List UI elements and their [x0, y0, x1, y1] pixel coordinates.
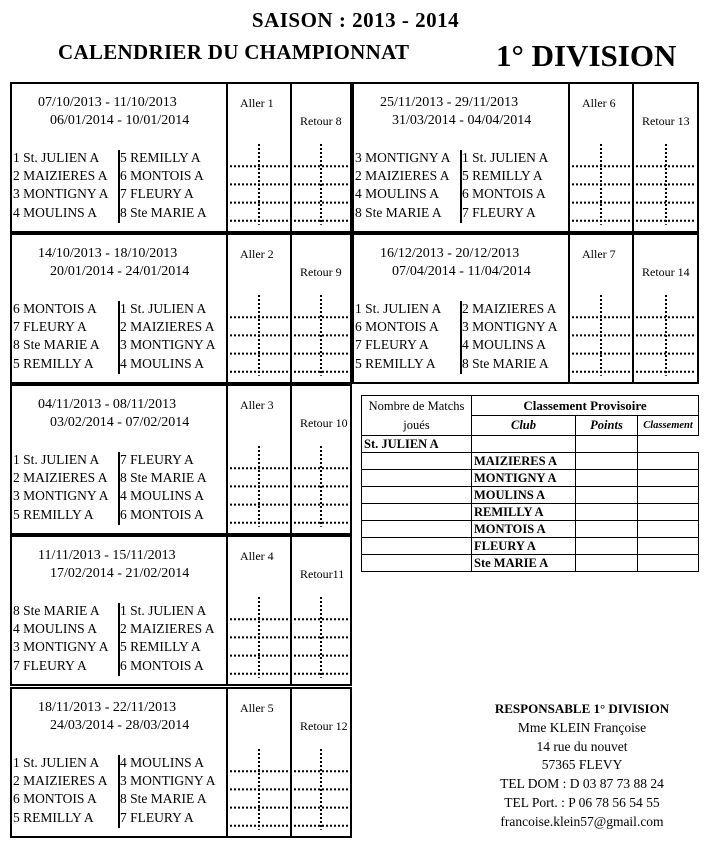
date-aller: 25/11/2013 - 29/11/2013	[380, 95, 519, 110]
score-grid	[230, 295, 288, 376]
home-team: 8 Ste MARIE A	[355, 204, 442, 220]
date-retour: 06/01/2014 - 10/01/2014	[50, 113, 190, 128]
retour-label: Retour 14	[642, 265, 690, 279]
points-cell	[576, 470, 638, 487]
aller-label: Aller 6	[582, 96, 616, 110]
away-team: 3 MONTIGNY A	[120, 773, 216, 789]
date-retour: 07/04/2014 - 11/04/2014	[392, 264, 531, 279]
away-team: 2 MAIZIERES A	[462, 301, 557, 316]
classement-cell	[576, 436, 638, 453]
separator	[290, 84, 292, 231]
score-grid	[294, 597, 348, 678]
date-retour: 17/02/2014 - 21/02/2014	[50, 566, 190, 581]
club-name: FLEURY A	[472, 538, 576, 555]
matchs-cell	[362, 504, 472, 521]
responsable-tel-port: TEL Port. : P 06 78 56 54 55	[504, 794, 660, 810]
separator	[226, 689, 228, 836]
away-team: 7 FLEURY A	[120, 452, 194, 467]
score-grid	[636, 144, 695, 225]
points-cell	[576, 538, 638, 555]
retour-label: Retour11	[300, 567, 345, 581]
home-team: 5 REMILLY A	[13, 355, 94, 371]
points-cell	[576, 521, 638, 538]
matchs-cell	[362, 521, 472, 538]
away-team: 7 FLEURY A	[120, 186, 194, 202]
separator	[568, 235, 570, 382]
classement-cell	[638, 453, 699, 470]
responsable-city: 57365 FLEVY	[541, 757, 623, 773]
round-block	[10, 233, 352, 384]
season-title: SAISON : 2013 - 2014	[251, 8, 460, 32]
retour-label: Retour 9	[300, 265, 342, 279]
classement-header: Classement	[638, 416, 699, 436]
score-grid	[230, 446, 288, 527]
away-team: 5 REMILLY A	[120, 150, 201, 165]
date-aller: 18/11/2013 - 22/11/2013	[38, 700, 177, 715]
home-team: 8 Ste MARIE A	[13, 337, 100, 353]
responsable-name: Mme KLEIN Françoise	[517, 719, 647, 735]
away-team: 4 MOULINS A	[120, 488, 205, 504]
aller-label: Aller 4	[240, 549, 274, 563]
retour-label: Retour 10	[300, 416, 348, 430]
home-team: 3 MONTIGNY A	[355, 150, 451, 165]
matchs-cell	[362, 487, 472, 504]
home-team: 5 REMILLY A	[355, 355, 436, 371]
separator	[568, 84, 570, 231]
separator	[290, 235, 292, 382]
away-team: 2 MAIZIERES A	[120, 319, 215, 335]
classement-cell	[638, 487, 699, 504]
home-team: 6 MONTOIS A	[355, 319, 439, 335]
away-team: 7 FLEURY A	[120, 809, 194, 825]
away-team: 3 MONTIGNY A	[120, 337, 216, 353]
aller-label: Aller 2	[240, 247, 274, 261]
round-block	[10, 384, 352, 535]
retour-label: Retour 13	[642, 114, 690, 128]
home-team: 3 MONTIGNY A	[13, 639, 109, 655]
home-team: 7 FLEURY A	[355, 337, 429, 353]
away-team: 8 Ste MARIE A	[120, 204, 207, 220]
separator	[226, 537, 228, 684]
home-team: 6 MONTOIS A	[13, 791, 97, 807]
date-aller: 11/11/2013 - 15/11/2013	[38, 548, 176, 563]
division-title: 1° DIVISION	[496, 38, 677, 73]
matchs-cell	[362, 538, 472, 555]
points-header: Points	[576, 416, 638, 436]
matchs-cell	[362, 453, 472, 470]
away-team: 4 MOULINS A	[120, 355, 205, 371]
home-team: 4 MOULINS A	[13, 204, 98, 220]
away-team: 8 Ste MARIE A	[462, 355, 549, 371]
away-team: 8 Ste MARIE A	[120, 791, 207, 807]
points-cell	[472, 436, 576, 453]
separator	[290, 689, 292, 836]
score-grid	[294, 749, 348, 830]
classement-cell	[638, 538, 699, 555]
home-team: 4 MOULINS A	[13, 621, 98, 637]
separator	[632, 235, 634, 382]
separator	[290, 386, 292, 533]
points-cell	[576, 504, 638, 521]
home-team: 1 St. JULIEN A	[13, 150, 100, 165]
home-team: 4 MOULINS A	[355, 186, 440, 202]
club-header: Club	[472, 416, 576, 436]
date-aller: 14/10/2013 - 18/10/2013	[38, 246, 178, 261]
club-name: St. JULIEN A	[362, 436, 472, 453]
club-name: MAIZIERES A	[472, 453, 576, 470]
away-team: 6 MONTOIS A	[462, 186, 546, 202]
away-team: 1 St. JULIEN A	[120, 603, 207, 618]
home-team: 2 MAIZIERES A	[355, 168, 450, 184]
away-team: 2 MAIZIERES A	[120, 621, 215, 637]
matchs-header: Nombre de Matchs joués	[362, 396, 472, 436]
away-team: 6 MONTOIS A	[120, 657, 204, 673]
away-team: 3 MONTIGNY A	[462, 319, 558, 335]
date-retour: 20/01/2014 - 24/01/2014	[50, 264, 190, 279]
points-cell	[576, 487, 638, 504]
round-block	[10, 535, 352, 686]
away-team: 4 MOULINS A	[462, 337, 547, 353]
classement-title: Classement Provisoire	[472, 396, 699, 416]
date-aller: 07/10/2013 - 11/10/2013	[38, 95, 177, 110]
away-team: 5 REMILLY A	[462, 168, 543, 184]
home-team: 8 Ste MARIE A	[13, 603, 100, 618]
away-team: 8 Ste MARIE A	[120, 470, 207, 486]
classement-cell	[638, 504, 699, 521]
club-name: MONTIGNY A	[472, 470, 576, 487]
score-grid	[294, 446, 348, 527]
classement-row	[362, 487, 699, 504]
retour-label: Retour 8	[300, 114, 342, 128]
separator	[226, 386, 228, 533]
aller-label: Aller 5	[240, 701, 274, 715]
score-grid	[230, 749, 288, 830]
separator	[290, 537, 292, 684]
home-team: 3 MONTIGNY A	[13, 488, 109, 504]
score-grid	[572, 144, 630, 225]
score-grid	[294, 144, 348, 225]
classement-table	[361, 395, 699, 572]
date-retour: 31/03/2014 - 04/04/2014	[392, 113, 532, 128]
responsable-street: 14 rue du nouvet	[536, 738, 628, 754]
home-team: 7 FLEURY A	[13, 319, 87, 335]
score-grid	[572, 295, 630, 376]
date-retour: 24/03/2014 - 28/03/2014	[50, 718, 190, 733]
home-team: 1 St. JULIEN A	[13, 452, 100, 467]
away-team: 6 MONTOIS A	[120, 506, 204, 522]
classement-row	[362, 555, 699, 572]
home-team: 5 REMILLY A	[13, 809, 94, 825]
home-team: 1 St. JULIEN A	[355, 301, 442, 316]
responsable-email: francoise.klein57@gmail.com	[500, 813, 664, 829]
home-team: 5 REMILLY A	[13, 506, 94, 522]
score-grid	[636, 295, 695, 376]
classement-row	[362, 470, 699, 487]
club-name: REMILLY A	[472, 504, 576, 521]
home-team: 2 MAIZIERES A	[13, 470, 108, 486]
points-cell	[576, 453, 638, 470]
classement-cell	[638, 555, 699, 572]
classement-row	[362, 538, 699, 555]
aller-label: Aller 3	[240, 398, 274, 412]
classement-cell	[638, 470, 699, 487]
away-team: 4 MOULINS A	[120, 755, 205, 770]
round-block	[352, 82, 699, 233]
away-team: 1 St. JULIEN A	[462, 150, 549, 165]
classement-cell	[638, 521, 699, 538]
separator	[226, 84, 228, 231]
matchs-cell	[362, 555, 472, 572]
club-name: MONTOIS A	[472, 521, 576, 538]
classement-row	[362, 436, 699, 453]
responsable-title: RESPONSABLE 1° DIVISION	[494, 701, 670, 716]
classement-row	[362, 453, 699, 470]
points-cell	[576, 555, 638, 572]
home-team: 3 MONTIGNY A	[13, 186, 109, 202]
score-grid	[230, 597, 288, 678]
calendar-title: CALENDRIER DU CHAMPIONNAT	[58, 40, 410, 64]
date-aller: 04/11/2013 - 08/11/2013	[38, 397, 177, 412]
retour-label: Retour 12	[300, 719, 348, 733]
away-team: 6 MONTOIS A	[120, 168, 204, 184]
home-team: 2 MAIZIERES A	[13, 168, 108, 184]
home-team: 6 MONTOIS A	[13, 301, 97, 316]
responsable-tel-dom: TEL DOM : D 03 87 73 88 24	[500, 776, 664, 792]
classement-row	[362, 504, 699, 521]
aller-label: Aller 1	[240, 96, 274, 110]
home-team: 1 St. JULIEN A	[13, 755, 100, 770]
away-team: 1 St. JULIEN A	[120, 301, 207, 316]
classement-row	[362, 521, 699, 538]
responsable-block	[462, 700, 702, 832]
away-team: 7 FLEURY A	[462, 204, 536, 220]
date-aller: 16/12/2013 - 20/12/2013	[380, 246, 520, 261]
round-block	[10, 687, 352, 838]
date-retour: 03/02/2014 - 07/02/2014	[50, 415, 190, 430]
club-name: MOULINS A	[472, 487, 576, 504]
separator	[226, 235, 228, 382]
matchs-cell	[362, 470, 472, 487]
home-team: 7 FLEURY A	[13, 657, 87, 673]
aller-label: Aller 7	[582, 247, 616, 261]
separator	[632, 84, 634, 231]
club-name: Ste MARIE A	[472, 555, 576, 572]
round-block	[10, 82, 352, 233]
round-block	[352, 233, 699, 384]
score-grid	[230, 144, 288, 225]
home-team: 2 MAIZIERES A	[13, 773, 108, 789]
away-team: 5 REMILLY A	[120, 639, 201, 655]
score-grid	[294, 295, 348, 376]
